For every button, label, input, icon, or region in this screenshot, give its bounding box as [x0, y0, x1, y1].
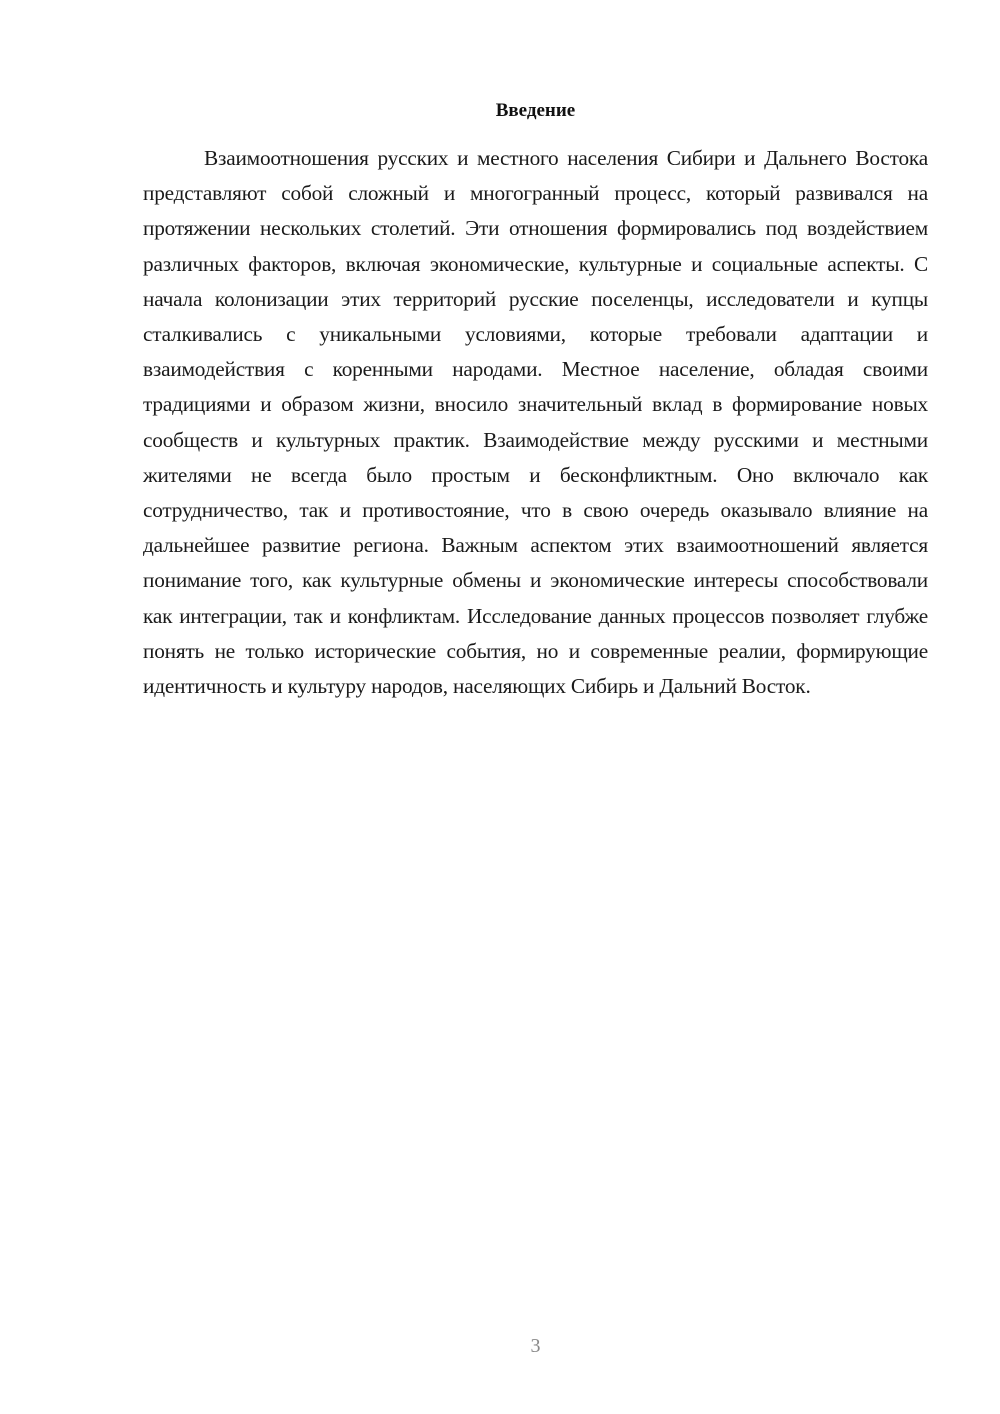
- section-heading: Введение: [495, 100, 576, 121]
- body-paragraph: Взаимоотношения русских и местного населения Сибири и Дальнего Востока представляют собой сложный и многогранный процесс, который развивался на протяжении нескольких столетий. Эти отношения формировались под воздействием различных факторов, включая экономические, культурные и социальные аспекты. С начала колонизации этих территорий русские поселенцы, исследователи и купцы сталкивались с уникальными условиями, которые требовали адаптации и взаимодействия с коренными народами. Местное население, обладая своими традициями и образом жизни, вносило значительный вклад в формирование новых сообществ и культурных практик. Взаимодействие между русскими и местными жителями не всегда было простым и бесконфликтным. Оно включало как сотрудничество, так и противостояние, что в свою очередь оказывало влияние на дальнейшее развитие региона. Важным аспектом этих взаимоотношений является понимание того, как культурные обмены и экономические интересы способствовали как интеграции, так и конфликтам. Исследование данных процессов позволяет глубже понять не только исторические события, но и современные реалии, формирующие идентичность и культуру народов, населяющих Сибирь и Дальний Восток.: [143, 146, 928, 699]
- page-number: 3: [530, 1335, 541, 1357]
